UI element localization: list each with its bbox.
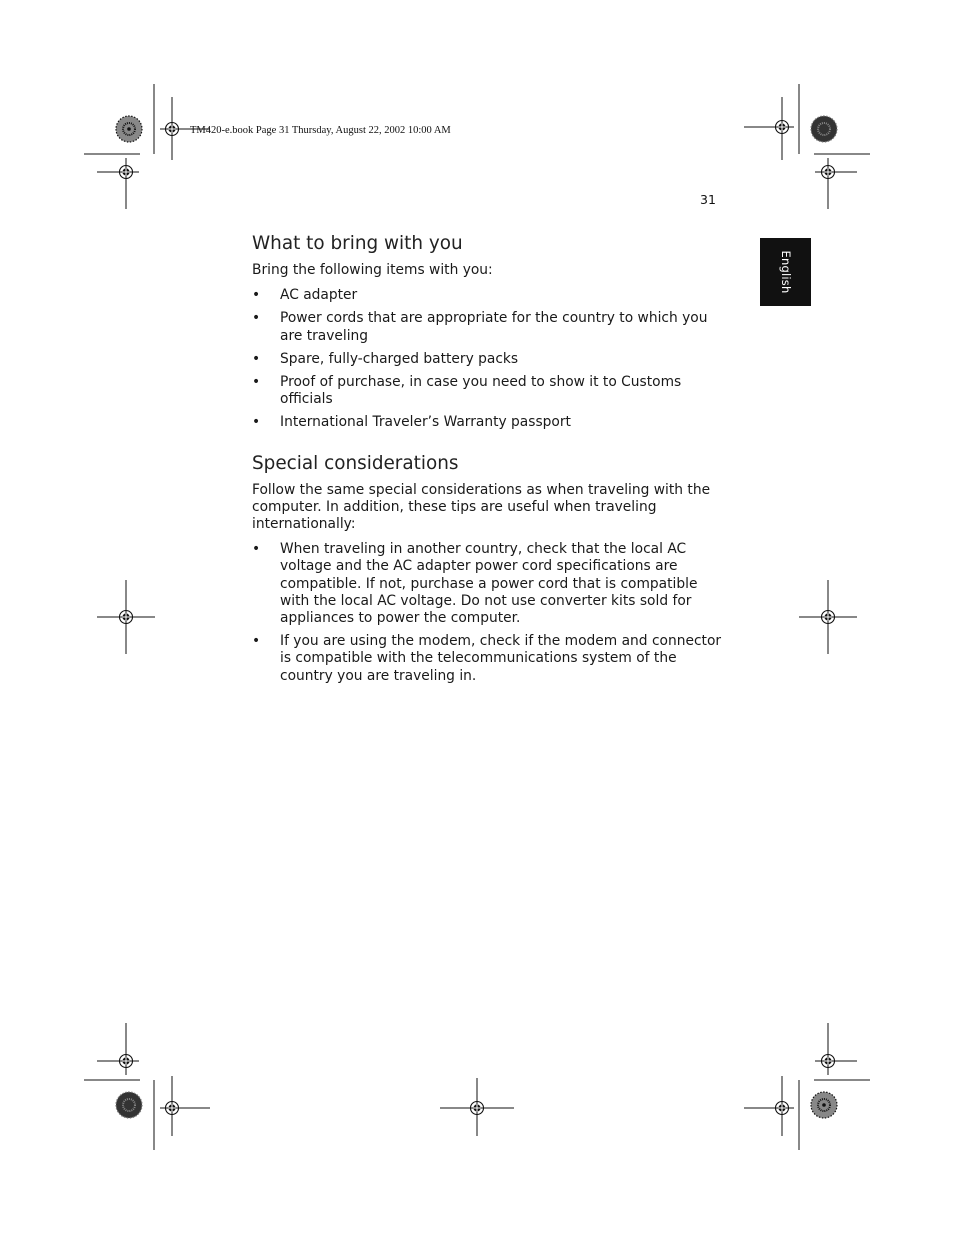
print-slug: TM420-e.book Page 31 Thursday, August 22, 2002 10:00 AM (190, 125, 451, 136)
bullet-list (252, 287, 722, 431)
bullet-icon: • (252, 414, 261, 431)
bullet-icon: • (252, 350, 261, 367)
star-target-icon (116, 1092, 142, 1118)
section-intro: Follow the same special considerations as when traveling with the computer. In addition, these tips are useful when traveling internationally: (252, 481, 711, 533)
bullet-icon: • (252, 374, 261, 391)
star-target-icon (811, 1092, 837, 1118)
star-target-icon (116, 116, 142, 142)
section-intro: Bring the following items with you: (252, 262, 493, 278)
list-item: • If you are using the modem, check if the modem and connector is compatible with the telecommunications system of the country you are traveling in. (252, 633, 722, 684)
page-number: 31 (700, 192, 716, 207)
list-item: • AC adapter (252, 287, 358, 304)
list-item: • International Traveler’s Warranty passport (252, 414, 571, 431)
list-item: • Spare, fully-charged battery packs (252, 350, 519, 367)
star-target-icon (811, 116, 837, 142)
language-tab-label: English (778, 250, 793, 294)
page-content (252, 232, 722, 685)
list-item: • Power cords that are appropriate for the country to which you are traveling (252, 310, 708, 344)
bullet-list (252, 541, 722, 685)
section-heading-special-considerations: Special considerations (252, 452, 459, 474)
list-item: • When traveling in another country, check that the local AC voltage and the AC adapter power cord specifications are compatible. If not, purchase a power cord that is compatible with the local AC voltage. Do not use converter kits sold for appliances to power the computer. (252, 541, 698, 627)
bullet-icon: • (252, 310, 261, 327)
language-tab (760, 238, 811, 306)
section-heading-what-to-bring: What to bring with you (252, 233, 463, 254)
bullet-icon: • (252, 541, 261, 558)
bullet-icon: • (252, 633, 261, 650)
bullet-icon: • (252, 287, 261, 304)
list-item: • Proof of purchase, in case you need to show it to Customs officials (252, 374, 682, 408)
